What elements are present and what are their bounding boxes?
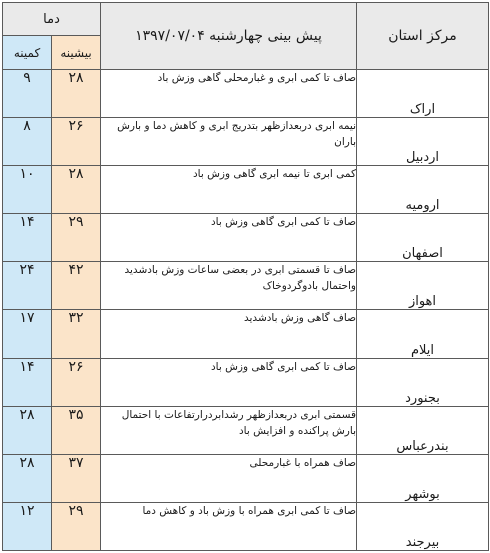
- province-name: ایلام: [357, 310, 489, 358]
- province-name: اصفهان: [357, 214, 489, 262]
- min-temp: ۱۰: [3, 166, 52, 214]
- forecast-description: صاف تا کمی ابری و غبارمحلی گاهی وزش باد: [101, 70, 357, 118]
- forecast-description: صاف همراه با غبارمحلی: [101, 454, 357, 502]
- forecast-description: صاف تا کمی ابری گاهی وزش باد: [101, 358, 357, 406]
- table-row: [3, 166, 489, 214]
- max-temp: ۲۸: [52, 166, 101, 214]
- max-temp: ۳۵: [52, 406, 101, 454]
- max-temp: ۲۹: [52, 502, 101, 550]
- max-temp: ۲۶: [52, 358, 101, 406]
- max-temp: ۳۷: [52, 454, 101, 502]
- table-row: [3, 454, 489, 502]
- max-temp: ۲۹: [52, 214, 101, 262]
- max-temp: ۳۲: [52, 310, 101, 358]
- forecast-description: صاف گاهی وزش بادشدید: [101, 310, 357, 358]
- forecast-description: نیمه ابری دربعدازظهر بتدریج ابری و کاهش دما و بارش باران: [101, 118, 357, 166]
- forecast-description: صاف تا کمی ابری همراه با وزش باد و کاهش دما: [101, 502, 357, 550]
- forecast-description: قسمتی ابری دربعدازظهر رشدابردرارتفاعات با احتمال بارش پراکنده و افزایش باد: [101, 406, 357, 454]
- province-name: ارومیه: [357, 166, 489, 214]
- min-temp: ۱۲: [3, 502, 52, 550]
- min-temp-header: کمینه: [3, 36, 52, 70]
- table-row: [3, 262, 489, 310]
- forecast-description: کمی ابری تا نیمه ابری گاهی وزش باد: [101, 166, 357, 214]
- min-temp: ۲۴: [3, 262, 52, 310]
- province-name: اردبیل: [357, 118, 489, 166]
- forecast-table: [2, 2, 489, 551]
- forecast-description: صاف تا قسمتی ابری در بعضی ساعات وزش بادشدید واحتمال بادوگردوخاک: [101, 262, 357, 310]
- table-row: [3, 406, 489, 454]
- province-name: بجنورد: [357, 358, 489, 406]
- max-temp: ۴۲: [52, 262, 101, 310]
- table-row: [3, 358, 489, 406]
- province-name: اهواز: [357, 262, 489, 310]
- max-temp-header: بیشینه: [52, 36, 101, 70]
- table-row: [3, 502, 489, 550]
- min-temp: ۲۸: [3, 454, 52, 502]
- province-name: بوشهر: [357, 454, 489, 502]
- table-row: [3, 214, 489, 262]
- forecast-column-header: پیش بینی چهارشنبه ۱۳۹۷/۰۷/۰۴: [101, 3, 357, 70]
- table-row: [3, 310, 489, 358]
- province-column-header: مرکز استان: [357, 3, 489, 70]
- forecast-description: صاف تا کمی ابری گاهی وزش باد: [101, 214, 357, 262]
- min-temp: ۱۴: [3, 358, 52, 406]
- table-row: [3, 118, 489, 166]
- max-temp: ۲۸: [52, 70, 101, 118]
- min-temp: ۸: [3, 118, 52, 166]
- table-row: [3, 70, 489, 118]
- min-temp: ۹: [3, 70, 52, 118]
- province-name: بیرجند: [357, 502, 489, 550]
- min-temp: ۱۷: [3, 310, 52, 358]
- temperature-header: دما: [3, 3, 101, 36]
- province-name: اراک: [357, 70, 489, 118]
- province-name: بندرعباس: [357, 406, 489, 454]
- min-temp: ۱۴: [3, 214, 52, 262]
- min-temp: ۲۸: [3, 406, 52, 454]
- max-temp: ۲۶: [52, 118, 101, 166]
